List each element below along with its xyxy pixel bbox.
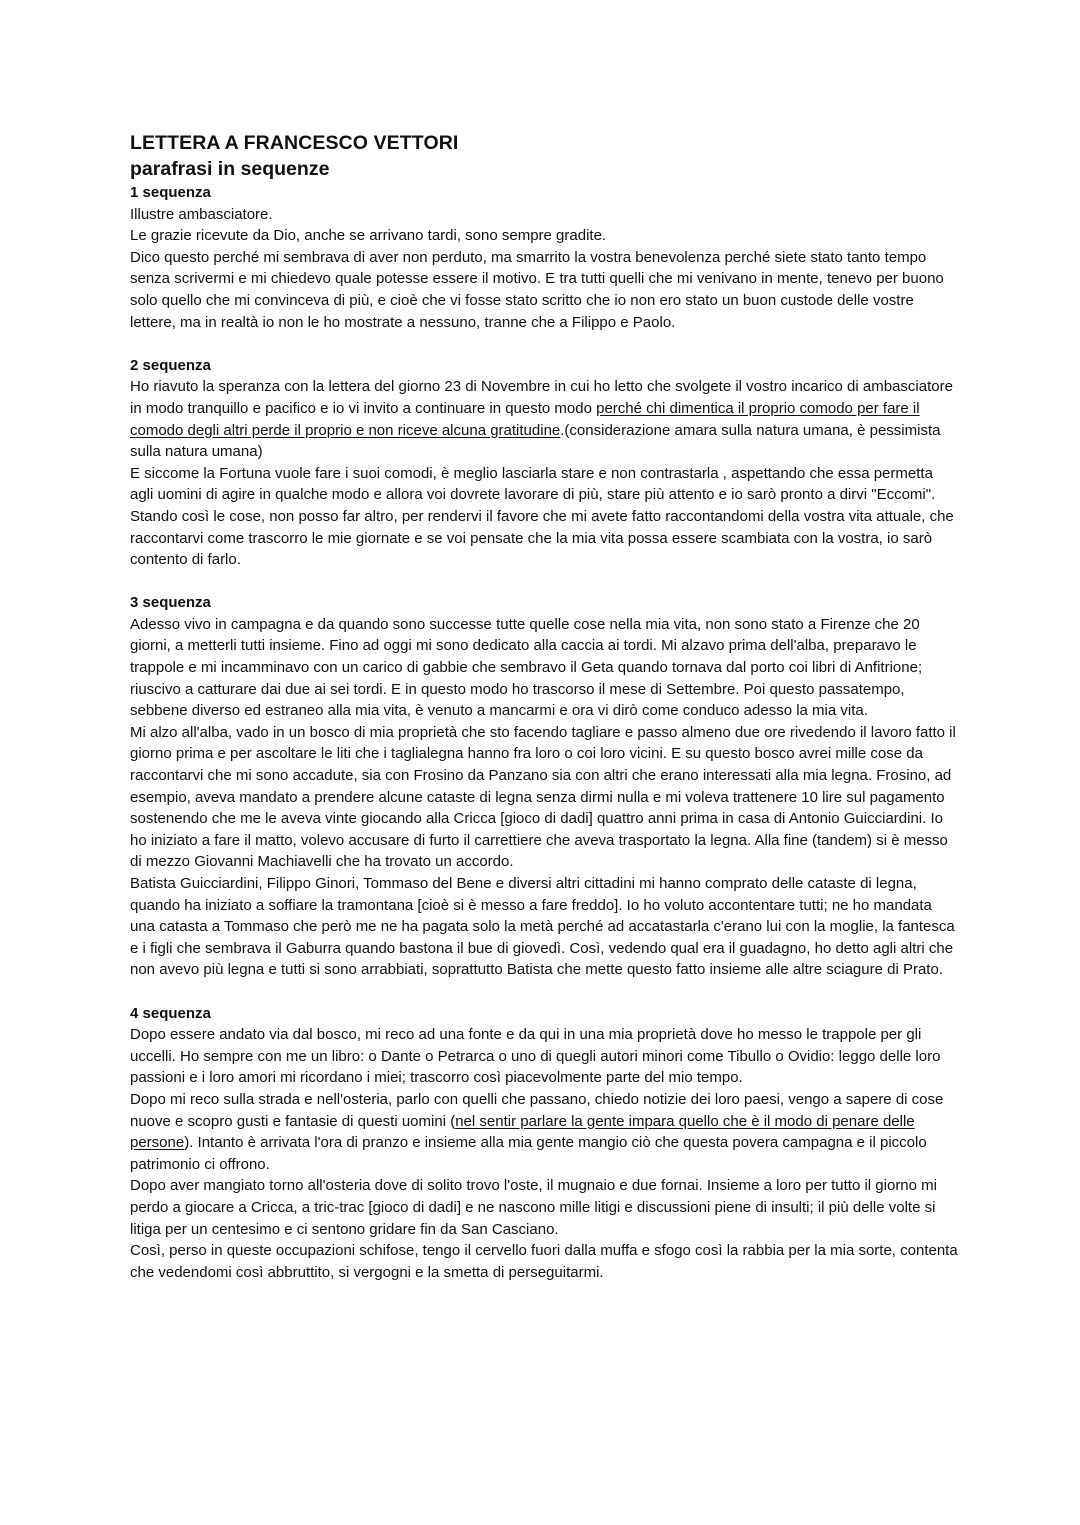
paragraph bbox=[130, 614, 960, 722]
section-3 bbox=[130, 592, 960, 981]
text-run: ). Intanto è arrivata l'ora di pranzo e insieme alla mia gente mangio ciò che questa povera campagna e il piccolo patrimonio ci offrono. bbox=[130, 1134, 927, 1173]
text-run: Ho riavuto la speranza con la lettera del giorno 23 di Novembre in cui ho letto che svolgete il vostro incarico di ambasciatore in modo tranquillo e pacifico e io vi invito a continuare in questo modo bbox=[130, 378, 953, 417]
paragraph bbox=[130, 506, 960, 571]
text-run: Adesso vivo in campagna e da quando sono successe tutte quelle cose nella mia vita, non sono stato a Firenze che 20 giorni, a metterli tutti insieme. Fino ad oggi mi sono dedicato alla caccia ai tordi. Mi alzavo prima dell'alba, preparavo le trappole e mi incamminavo con un carico di gabbie che sembravo il Geta quando tornava dal porto coi libri di Anfitrione; riuscivo a catturare dai due ai sei tordi. E in questo modo ho trascorso il mese di Settembre. Poi questo passatempo, sebbene diverso ed estraneo alla mia vita, è venuto a mancarmi e ora vi dirò come conduco adesso la mia vita. bbox=[130, 615, 923, 720]
section-1 bbox=[130, 182, 960, 333]
text-run: Dopo aver mangiato torno all'osteria dove di solito trovo l'oste, il mugnaio e due fornai. Insieme a loro per tutto il giorno mi perdo a giocare a Cricca, a tric-trac [gioco di dadi] e ne nascono mille litigi e discussioni piene di insulti; il più delle volte si litiga per un centesimo e ci sentono gridare fin da San Casciano. bbox=[130, 1177, 937, 1238]
section-2 bbox=[130, 355, 960, 571]
section-heading: 4 sequenza bbox=[130, 1004, 211, 1022]
paragraph bbox=[130, 204, 960, 226]
underlined-text: perché chi dimentica il proprio comodo per fare il comodo degli altri perde il proprio e non riceve alcuna gratitudine bbox=[130, 399, 920, 439]
text-run: Batista Guicciardini, Filippo Ginori, Tommaso del Bene e diversi altri cittadini mi hanno comprato delle cataste di legna, quando ha iniziato a soffiare la tramontana [cioè si è messo a fare freddo]. Io ho voluto accontentare tutti; ne ho mandata una catasta a Tommaso che però me ne ha pagata solo la metà perché ad accatastarla c'erano lui con la moglie, la fantesca e i figli che sembrava il Gaburra quando bastona il bue di giovedì. Così, vedendo qual era il guadagno, ho detto agli altri che non avevo più legna e tutti si sono arrabbiati, soprattutto Batista che mette questo fatto insieme alle altre sciagure di Prato. bbox=[130, 875, 955, 979]
text-run: .(considerazione amara sulla natura umana, è pessimista sulla natura umana) bbox=[130, 421, 941, 461]
document-subtitle: parafrasi in sequenze bbox=[130, 158, 330, 180]
sections-container bbox=[130, 182, 960, 1283]
section-heading: 2 sequenza bbox=[130, 356, 211, 374]
section-heading: 3 sequenza bbox=[130, 594, 211, 612]
paragraph bbox=[130, 225, 960, 247]
paragraph bbox=[130, 1240, 960, 1283]
text-run: Le grazie ricevute da Dio, anche se arrivano tardi, sono sempre gradite. bbox=[130, 227, 607, 245]
text-run: Dico questo perché mi sembrava di aver non perduto, ma smarrito la vostra benevolenza perché siete stato tanto tempo senza scrivermi e mi chiedevo quale potesse essere il motivo. E tra tutti quelli che mi venivano in mente, tenevo per buono solo quello che mi convinceva di più, e cioè che vi fosse stato scritto che io non ero stato un buon custode delle vostre lettere, ma in realtà io non le ho mostrate a nessuno, tranne che a Filippo e Paolo. bbox=[130, 248, 944, 331]
paragraph bbox=[130, 1089, 960, 1175]
underlined-text: nel sentir parlare la gente impara quello che è il modo di penare delle persone bbox=[130, 1112, 915, 1152]
paragraph bbox=[130, 1024, 960, 1089]
text-run: Dopo mi reco sulla strada e nell'osteria, parlo con quelli che passano, chiedo notizie dei loro paesi, vengo a sapere di cose nuove e scopro gusti e fantasie di questi uomini ( bbox=[130, 1090, 944, 1130]
section-4 bbox=[130, 1003, 960, 1284]
paragraph bbox=[130, 463, 960, 506]
text-run: Illustre ambasciatore. bbox=[130, 205, 273, 223]
text-run: Dopo essere andato via dal bosco, mi reco ad una fonte e da qui in una mia proprietà dove ho messo le trappole per gli uccelli. Ho sempre con me un libro: o Dante o Petrarca o uno di quegli autori minori come Tibullo o Ovidio: leggo delle loro passioni e i loro amori mi ricordano i miei; trascorro così piacevolmente parte del mio tempo. bbox=[130, 1026, 941, 1087]
paragraph bbox=[130, 1175, 960, 1240]
text-run: Mi alzo all'alba, vado in un bosco di mia proprietà che sto facendo tagliare e passo almeno due ore rivedendo il lavoro fatto il giorno prima e per ascoltare le liti che i taglialegna hanno fra loro o coi loro vicini. E su questo bosco avrei mille cose da raccontarvi che mi sono accadute, sia con Frosino da Panzano sia con altri che erano interessati alla mia legna. Frosino, ad esempio, aveva mandato a prendere alcune cataste di legna senza dirmi nulla e mi voleva trattenere 10 lire sul pagamento sostenendo che me le aveva vinte giocando alla Cricca [gioco di dadi] quattro anni prima in casa di Antonio Guicciardini. Io ho iniziato a fare il matto, volevo accusare di furto il carrettiere che aveva trasportato la legna. Alla fine (tandem) si è messo di mezzo Giovanni Machiavelli che ha trovato un accordo. bbox=[130, 723, 956, 871]
text-run: E siccome la Fortuna vuole fare i suoi comodi, è meglio lasciarla stare e non contrastarla , aspettando che essa permetta agli uomini di agire in qualche modo e allora voi dovrete lavorare di più, stare più attento e io sarò pronto a dirvi "Eccomi". bbox=[130, 464, 936, 504]
document-title: LETTERA A FRANCESCO VETTORI bbox=[130, 132, 459, 154]
section-heading: 1 sequenza bbox=[130, 184, 211, 201]
document-page bbox=[130, 130, 960, 1305]
paragraph bbox=[130, 722, 960, 873]
paragraph bbox=[130, 376, 960, 462]
text-run: Così, perso in queste occupazioni schifose, tengo il cervello fuori dalla muffa e sfogo così la rabbia per la mia sorte, contenta che vedendomi così abbruttito, si vergogni e la smetta di perseguitarmi. bbox=[130, 1242, 958, 1281]
paragraph bbox=[130, 873, 960, 981]
text-run: Stando così le cose, non posso far altro, per rendervi il favore che mi avete fatto raccontandomi della vostra vita attuale, che raccontarvi come trascorro le mie giornate e se voi pensate che la mia vita possa essere scambiata con la vostra, io sarò contento di farlo. bbox=[130, 507, 954, 569]
paragraph bbox=[130, 247, 960, 333]
